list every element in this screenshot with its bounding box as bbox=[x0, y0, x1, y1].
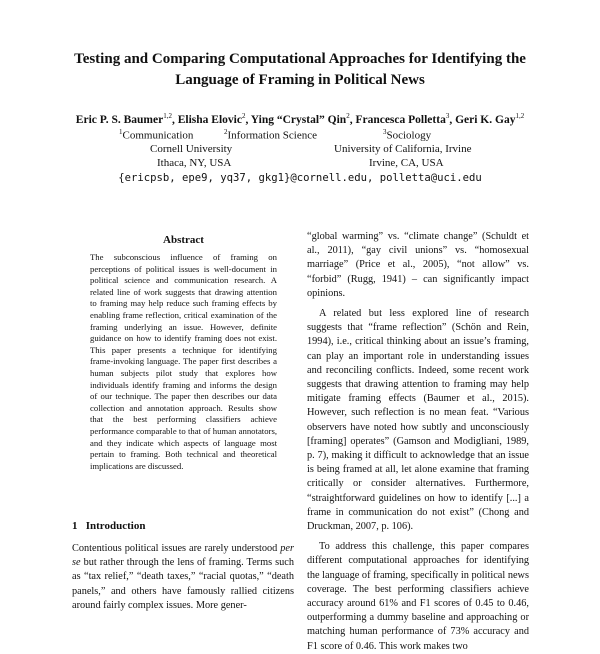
affiliation-university-left: Cornell University bbox=[150, 143, 233, 155]
author-name: Geri K. Gay bbox=[455, 113, 516, 126]
body-paragraph: “global warming” vs. “climate change” (Schuldt et al., 2011), “gay civil unions” vs. “homosexual marriage” (Price et al., 2005), “not allow” vs. “forbid” (Rugg, 1941) – can significantly impact opinions. bbox=[307, 231, 529, 299]
author-name: Francesca Polletta bbox=[355, 113, 446, 126]
author-list: Eric P. S. Baumer$^{1,2}$, Elisha Elovic$^2$, Ying “Crystal” Qin$^2$, Francesca Polletta$^3$, Geri K. Gay$^{1,2}$ bbox=[75, 112, 525, 126]
body-paragraph: To address this challenge, this paper compares different computational approaches for identifying the language of framing, specifically in political news coverage. The best performing classifiers achieve accuracy around 61% and F1 scores of 0.45 to 0.46, outperforming a dummy baseline and approaching or matching human performance of 73% accuracy and F1 score of 0.46. This work makes two bbox=[307, 541, 529, 652]
author-name: Elisha Elovic bbox=[177, 113, 242, 126]
paper-title-line-1: Testing and Comparing Computational Approaches for Identifying the bbox=[74, 51, 526, 67]
author-name: Ying “Crystal” Qin bbox=[250, 113, 347, 126]
author-affiliation-mark: 1,2 bbox=[163, 112, 172, 120]
right-column bbox=[307, 230, 529, 654]
author-affiliation-mark: 2 bbox=[346, 112, 350, 120]
author-emails: {ericpsb, epe9, yq37, gkg1}@cornell.edu, polletta@uci.edu bbox=[118, 172, 482, 184]
author-affiliation-mark: 1,2 bbox=[515, 112, 525, 120]
abstract-body: The subconscious influence of framing on perceptions of political issues is well-document in political science and communication research. A related line of work suggests that drawing attention to framing may help reduce such framing effects by enabling frame reflection, critical examination of the framing underlying an issue. However, definite guidance on how to identify framing does not exist. This paper presents a technique for identifying frame-invoking language. The paper first describes a human subjects pilot study that explores how individuals identify framing and informs the design of our technique. The paper then describes our data collection and annotation approach. Results show that the best performing classifiers achieve performance comparable to that of human annotators, and they indicate which aspects of language most pertain to framing. Both technical and theoretical implications are discussed. bbox=[90, 252, 277, 471]
introduction-paragraph-1: Contentious political issues are rarely understood per se but rather through the lens of framing. Terms such as “tax relief,” “death taxes,” “racial quotas,” “death panels,” and others have famously rallied citizens around fairly complex issues. More gener- bbox=[72, 543, 294, 611]
affiliation-city-right: Irvine, CA, USA bbox=[369, 157, 444, 169]
section-heading-introduction: 1 Introduction bbox=[72, 520, 146, 532]
abstract-heading: Abstract bbox=[163, 234, 204, 246]
author-name: Eric P. S. Baumer bbox=[75, 113, 164, 126]
paper-title-line-2: Language of Framing in Political News bbox=[175, 72, 425, 88]
affiliation-university-right: University of California, Irvine bbox=[334, 143, 472, 155]
affiliation-department-2: $^2$Information Science bbox=[224, 128, 317, 142]
author-affiliation-mark: 2 bbox=[241, 112, 246, 120]
body-paragraph: A related but less explored line of research suggests that “frame reflection” (Schön and Rein, 1994), i.e., critical thinking about an issue’s framing, can play an important role in understanding issues and reconciling conflicts. Indeed, some recent work suggests that drawing attention to framing may help mitigate framing effects (Baumer et al., 2015). However, such reflection is no mean feat. “Various observers have noted how subtly and unconsciously [framing] operates” (Gamson and Modigliani, 1989, p. 7), making it difficult to acknowledge that an issue is being framed at all, let alone examine that framing critically or consider alternatives. Furthermore, “straightforward guidelines on how to identify [...] a frame in communication do not exist” (Chong and Druckman, 2007, p. 106). bbox=[307, 308, 529, 533]
affiliation-city-left: Ithaca, NY, USA bbox=[157, 157, 232, 169]
affiliation-department-1: $^1$Communication bbox=[119, 128, 194, 142]
author-affiliation-mark: 3 bbox=[445, 112, 450, 120]
affiliation-department-3: $^3$Sociology bbox=[383, 128, 432, 142]
